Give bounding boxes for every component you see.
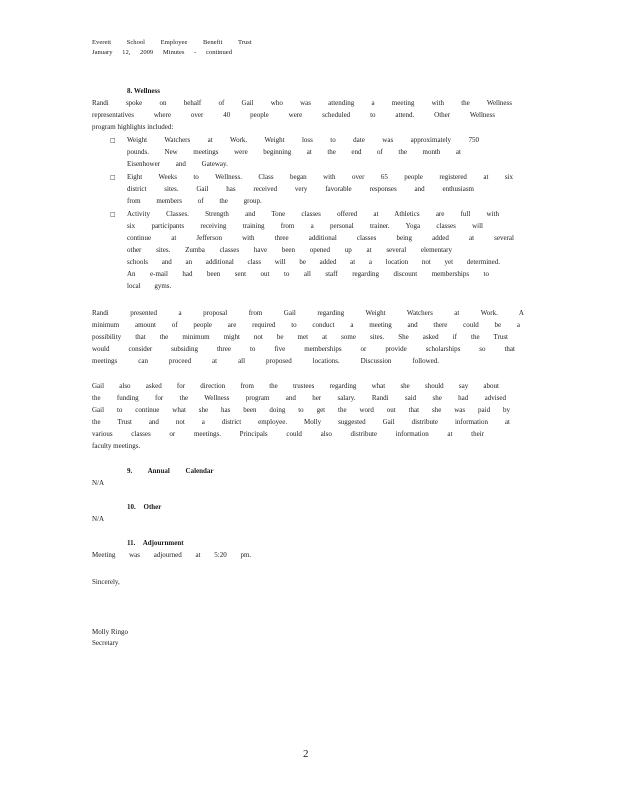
wellness-heading: 8. Wellness bbox=[127, 87, 160, 95]
bullet-1-line-2: pounds. New meetings were beginning at the end of the month at bbox=[127, 148, 461, 156]
wellness-para2-line-3: possibility that the minimum might not be met at some sites. She asked if the Trust bbox=[92, 333, 508, 341]
wellness-para3-line-1: Gail also asked for direction from the trustees regarding what she should say about bbox=[92, 382, 499, 390]
bullet-3-line-6: An e-mail had been sent out to all staff regarding discount memberships to bbox=[127, 270, 489, 278]
bullet-3-line-4: other sites. Zumba classes have been opened up at several elementary bbox=[127, 246, 452, 254]
wellness-para3-line-6: faculty meetings. bbox=[92, 442, 141, 450]
header-line-1: Everett School Employee Benefit Trust bbox=[92, 39, 252, 46]
bullet-3-line-2: six participants receiving training from a personal trainer. Yoga classes will bbox=[127, 222, 483, 230]
bullet-2-line-2: district sites. Gail has received very favorable responses and enthusiasm bbox=[127, 185, 474, 193]
other-body: N/A bbox=[92, 515, 105, 523]
bullet-marker: □ bbox=[110, 137, 116, 144]
bullet-3-line-7: local gyms. bbox=[127, 282, 172, 290]
adjournment-heading: 11. Adjournment bbox=[127, 539, 184, 547]
bullet-2-line-3: from members of the group. bbox=[127, 197, 262, 205]
adjournment-body: Meeting was adjourned at 5:20 pm. bbox=[92, 551, 252, 559]
bullet-3-line-5: schools and an additional class will be added at a location not yet determined. bbox=[127, 258, 500, 266]
bullet-3-line-1: Activity Classes. Strength and Tone classes offered at Athletics are full with bbox=[127, 210, 499, 218]
salutation: Sincerely, bbox=[92, 578, 120, 586]
wellness-para3-line-5: various classes or meetings. Principals could also distribute information at their bbox=[92, 430, 484, 438]
bullet-1-line-1: Weight Watchers at Work. Weight loss to date was approximately 750 bbox=[127, 136, 479, 144]
wellness-para3-line-4: the Trust and not a district employee. Molly suggested Gail distribute information at bbox=[92, 418, 510, 426]
signer-title: Secretary bbox=[92, 639, 119, 647]
other-heading: 10. Other bbox=[127, 503, 162, 511]
page-number: 2 bbox=[303, 748, 309, 760]
wellness-para2-line-1: Randi presented a proposal from Gail regarding Weight Watchers at Work. A bbox=[92, 309, 524, 317]
wellness-intro-line-1: Randi spoke on behalf of Gail who was attending a meeting with the Wellness bbox=[92, 99, 512, 107]
bullet-2-line-1: Eight Weeks to Wellness. Class began with over 65 people registered at six bbox=[127, 173, 513, 181]
wellness-para3-line-3: Gail to continue what she has been doing to get the word out that she was paid by bbox=[92, 406, 510, 414]
header-line-2: January 12, 2009 Minutes - continued bbox=[92, 49, 232, 56]
wellness-para2-line-4: would consider subsiding three to five memberships or provide scholarships so that bbox=[92, 345, 515, 353]
wellness-intro-line-2: representatives where over 40 people were scheduled to attend. Other Wellness bbox=[92, 111, 495, 119]
bullet-marker: □ bbox=[110, 174, 116, 181]
wellness-para2-line-5: meetings can proceed at all proposed locations. Discussion followed. bbox=[92, 357, 439, 365]
bullet-1-line-3: Eisenhower and Gateway. bbox=[127, 160, 228, 168]
wellness-para2-line-2: minimum amount of people are required to conduct a meeting and there could be a bbox=[92, 321, 520, 329]
signer-name: Molly Ringo bbox=[92, 628, 128, 636]
bullet-marker: □ bbox=[110, 211, 116, 218]
annual-calendar-body: N/A bbox=[92, 479, 105, 487]
bullet-3-line-3: continue at Jefferson with three additional classes being added at several bbox=[127, 234, 514, 242]
wellness-para3-line-2: the funding for the Wellness program and her salary. Randi said she had advised bbox=[92, 394, 506, 402]
wellness-intro-line-3: program highlights included: bbox=[92, 123, 174, 131]
annual-calendar-heading: 9. Annual Calendar bbox=[127, 467, 214, 475]
